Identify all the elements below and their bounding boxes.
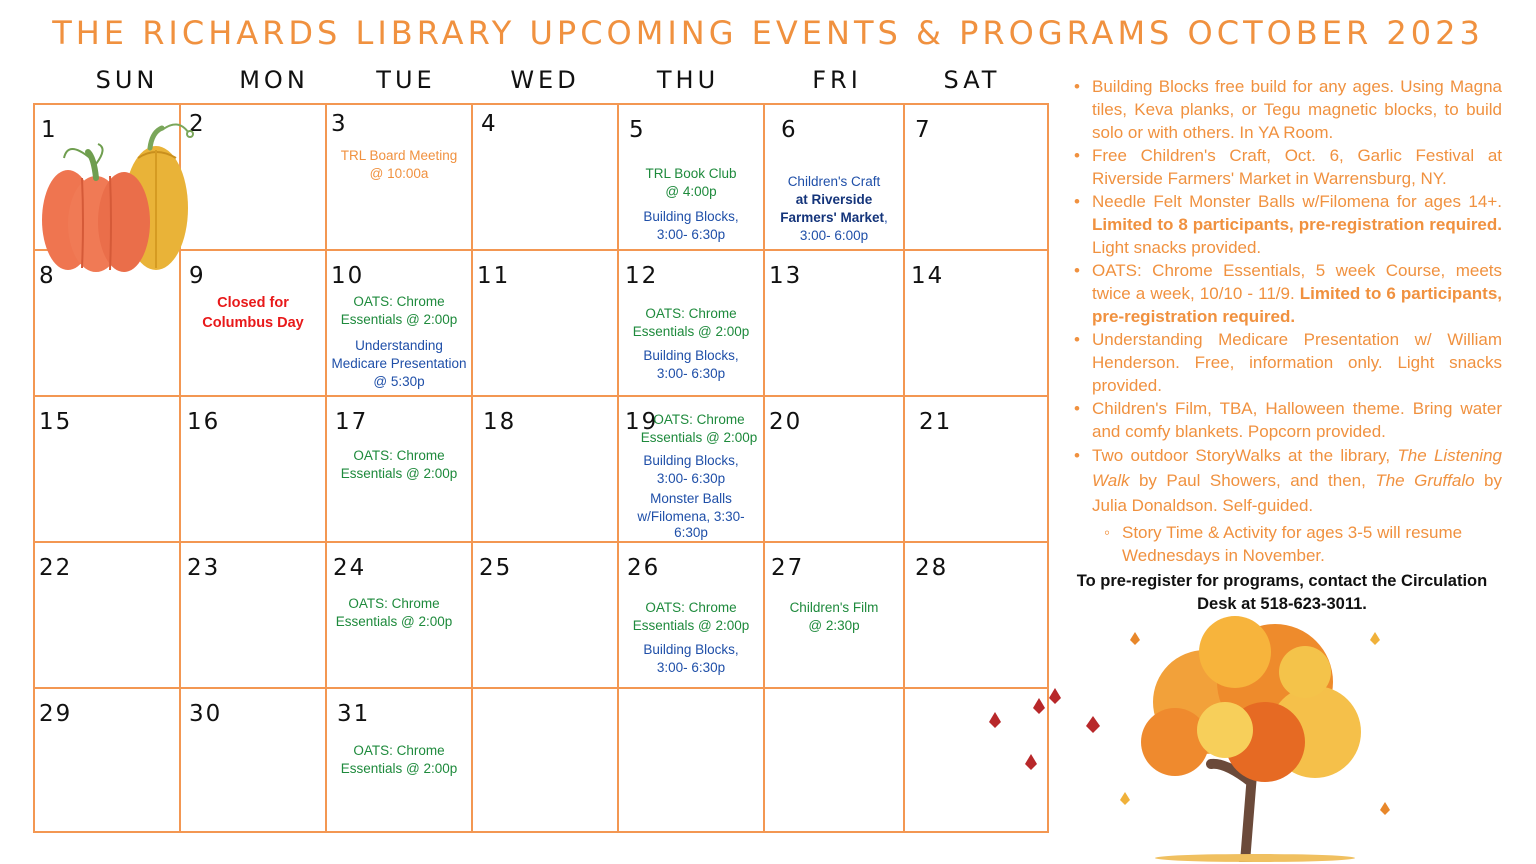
- event-line: Essentials @ 2:00p: [340, 312, 458, 327]
- event-oats-chrome: [619, 599, 763, 635]
- day-cell: [905, 251, 1049, 397]
- day-cell: [619, 105, 765, 251]
- day-cell: [619, 397, 765, 543]
- note-emphasis: Limited to 8 participants, pre-registration required.: [1092, 215, 1502, 234]
- event-oats-chrome: [635, 411, 763, 447]
- event-line: TRL Board Meeting: [340, 148, 458, 163]
- event-line: OATS: Chrome: [645, 600, 737, 615]
- event-line: Essentials @ 2:00p: [640, 430, 758, 445]
- note-childrens-craft: • Free Children's Craft, Oct. 6, Garlic Festival at Riverside Farmers' Market in Warrensburg, NY.: [1092, 144, 1502, 190]
- pumpkins-illustration: [38, 118, 208, 278]
- day-cell: [765, 689, 905, 833]
- day-cell: [765, 251, 905, 397]
- day-cell: [473, 397, 619, 543]
- dow-wed: WED: [510, 66, 580, 94]
- autumn-tree-illustration: [975, 612, 1415, 862]
- day-cell: [619, 251, 765, 397]
- day-cell: [35, 543, 181, 689]
- note-text: by Paul Showers, and then,: [1129, 471, 1376, 490]
- day-number: 20: [769, 409, 803, 435]
- day-cell: [473, 251, 619, 397]
- event-building-blocks: [619, 208, 763, 244]
- event-line: Essentials @ 2:00p: [340, 761, 458, 776]
- dow-fri: FRI: [812, 66, 862, 94]
- event-line: Essentials @ 2:00p: [340, 466, 458, 481]
- day-number: 31: [337, 701, 371, 727]
- event-line: OATS: Chrome: [653, 412, 745, 427]
- day-number: 13: [769, 263, 803, 289]
- register-note: To pre-register for programs, contact the Circulation Desk at 518-623-3011.: [1076, 572, 1488, 613]
- day-number: 16: [187, 409, 221, 435]
- day-number: 30: [189, 701, 223, 727]
- event-line: OATS: Chrome: [353, 743, 445, 758]
- event-line: Farmers' Market: [780, 210, 884, 225]
- event-line: @ 5:30p: [373, 374, 425, 389]
- day-number: 26: [627, 555, 661, 581]
- day-number: 3: [331, 111, 348, 137]
- day-number: 1: [41, 117, 58, 143]
- event-line: 3:00- 6:30p: [656, 471, 726, 486]
- event-monster-balls: [619, 490, 763, 540]
- day-number: 28: [915, 555, 949, 581]
- event-line: 3:00- 6:00p: [799, 228, 869, 243]
- event-line: 3:00- 6:30p: [656, 366, 726, 381]
- event-line: TRL Book Club: [645, 166, 737, 181]
- day-number: 21: [919, 409, 953, 435]
- note-oats: [1092, 259, 1502, 328]
- day-number: 2: [189, 111, 206, 137]
- event-line: Understanding: [355, 338, 443, 353]
- day-cell: [327, 105, 473, 251]
- event-building-blocks: [619, 347, 763, 383]
- day-number: 23: [187, 555, 221, 581]
- day-number: 29: [39, 701, 73, 727]
- closed-notice: [181, 293, 325, 333]
- day-cell: [35, 397, 181, 543]
- day-number: 11: [477, 263, 511, 289]
- day-number: 4: [481, 111, 498, 137]
- event-oats-chrome: [327, 447, 471, 483]
- note-childrens-film: • Children's Film, TBA, Halloween theme. Bring water and comfy blankets. Popcorn provided.: [1092, 397, 1502, 443]
- note-text: by Julia Donaldson. Self-guided.: [1092, 471, 1502, 515]
- event-line: Building Blocks,: [643, 453, 739, 468]
- event-line: Closed for: [217, 295, 289, 311]
- day-cell: [473, 105, 619, 251]
- day-number: 10: [331, 263, 365, 289]
- day-cell: [765, 105, 905, 251]
- event-line: Monster Balls: [650, 491, 732, 506]
- program-notes: [1072, 75, 1502, 567]
- day-number: 24: [333, 555, 367, 581]
- event-medicare: [327, 337, 471, 391]
- page-title: THE RICHARDS LIBRARY UPCOMING EVENTS & PROGRAMS OCTOBER 2023: [52, 14, 1484, 52]
- event-line: @ 4:00p: [665, 184, 717, 199]
- day-number: 14: [911, 263, 945, 289]
- day-number: 15: [39, 409, 73, 435]
- note-monster-balls: [1092, 190, 1502, 259]
- day-number: 6: [781, 117, 798, 143]
- event-line: Building Blocks,: [643, 642, 739, 657]
- day-cell: [765, 397, 905, 543]
- event-building-blocks: [619, 452, 763, 488]
- event-childrens-craft: [765, 173, 903, 245]
- event-line: Essentials @ 2:00p: [632, 618, 750, 633]
- event-line: Essentials @ 2:00p: [632, 324, 750, 339]
- note-emphasis: Limited to 6 participants, pre-registration required.: [1092, 284, 1502, 326]
- day-cell: [619, 543, 765, 689]
- day-cell: [905, 105, 1049, 251]
- note-text: Light snacks provided.: [1092, 238, 1262, 257]
- day-number: 22: [39, 555, 73, 581]
- day-cell: [181, 397, 327, 543]
- event-line: Essentials @ 2:00p: [335, 614, 453, 629]
- event-line: OATS: Chrome: [645, 306, 737, 321]
- event-line: Children's Craft: [787, 174, 881, 189]
- day-cell: [327, 689, 473, 833]
- day-number: 8: [39, 263, 56, 289]
- event-line: Medicare Presentation: [331, 356, 467, 371]
- day-cell: [905, 397, 1049, 543]
- event-line: 6:30p: [674, 526, 708, 540]
- event-book-club: [619, 165, 763, 201]
- event-line: Building Blocks,: [643, 348, 739, 363]
- note-building-blocks: • Building Blocks free build for any ages. Using Magna tiles, Keva planks, or Tegu magnetic blocks, to build solo or with others. In YA Room.: [1092, 75, 1502, 144]
- note-storywalks: [1092, 443, 1502, 518]
- day-number: 27: [771, 555, 805, 581]
- day-cell: [327, 543, 473, 689]
- day-number: 18: [483, 409, 517, 435]
- event-line: OATS: Chrome: [348, 596, 440, 611]
- event-building-blocks: [619, 641, 763, 677]
- event-line: ,: [884, 210, 888, 225]
- dow-sat: SAT: [943, 66, 1001, 94]
- event-line: @ 10:00a: [369, 166, 429, 181]
- dow-sun: SUN: [95, 66, 159, 94]
- day-number: 7: [915, 117, 932, 143]
- day-cell: [473, 543, 619, 689]
- event-line: Children's Film: [789, 600, 879, 615]
- event-line: OATS: Chrome: [353, 294, 445, 309]
- day-cell: [181, 543, 327, 689]
- day-number: 5: [629, 117, 646, 143]
- note-book-title: The Listening Walk: [1092, 446, 1502, 490]
- note-book-title: The Gruffalo: [1375, 471, 1475, 490]
- dow-mon: MON: [239, 66, 309, 94]
- note-text: OATS: Chrome Essentials, 5 week Course, meets twice a week, 10/10 - 11/9.: [1092, 261, 1502, 303]
- day-cell: [181, 689, 327, 833]
- event-oats-chrome: [327, 742, 471, 778]
- day-number: 9: [189, 263, 206, 289]
- event-oats-chrome: [327, 293, 471, 329]
- event-oats-chrome: [317, 595, 471, 631]
- day-cell: [327, 397, 473, 543]
- note-story-time: ◦ Story Time & Activity for ages 3-5 will resume Wednesdays in November.: [1092, 521, 1502, 567]
- day-cell: [765, 543, 905, 689]
- day-cell: [473, 689, 619, 833]
- dow-thu: THU: [656, 66, 720, 94]
- day-number: 12: [625, 263, 659, 289]
- event-childrens-film: [765, 599, 903, 635]
- event-line: OATS: Chrome: [353, 448, 445, 463]
- event-oats-chrome: [619, 305, 763, 341]
- event-line: 3:00- 6:30p: [656, 227, 726, 242]
- day-number: 25: [479, 555, 513, 581]
- event-line: @ 2:30p: [808, 618, 860, 633]
- note-text: Needle Felt Monster Balls w/Filomena for ages 14+.: [1092, 192, 1502, 211]
- day-number: 19: [625, 409, 659, 435]
- event-line: at Riverside: [795, 192, 873, 207]
- event-board-meeting: [327, 147, 471, 183]
- event-line: 3:00- 6:30p: [656, 660, 726, 675]
- note-text: Two outdoor StoryWalks at the library,: [1092, 446, 1398, 465]
- day-number: 17: [335, 409, 369, 435]
- day-cell: [35, 689, 181, 833]
- event-line: Building Blocks,: [643, 209, 739, 224]
- event-line: Columbus Day: [202, 315, 304, 331]
- day-cell: [619, 689, 765, 833]
- event-line: w/Filomena, 3:30-: [637, 509, 745, 524]
- dow-tue: TUE: [376, 66, 436, 94]
- day-cell: [327, 251, 473, 397]
- note-medicare: • Understanding Medicare Presentation w/ William Henderson. Free, information only. Light snacks provided.: [1092, 328, 1502, 397]
